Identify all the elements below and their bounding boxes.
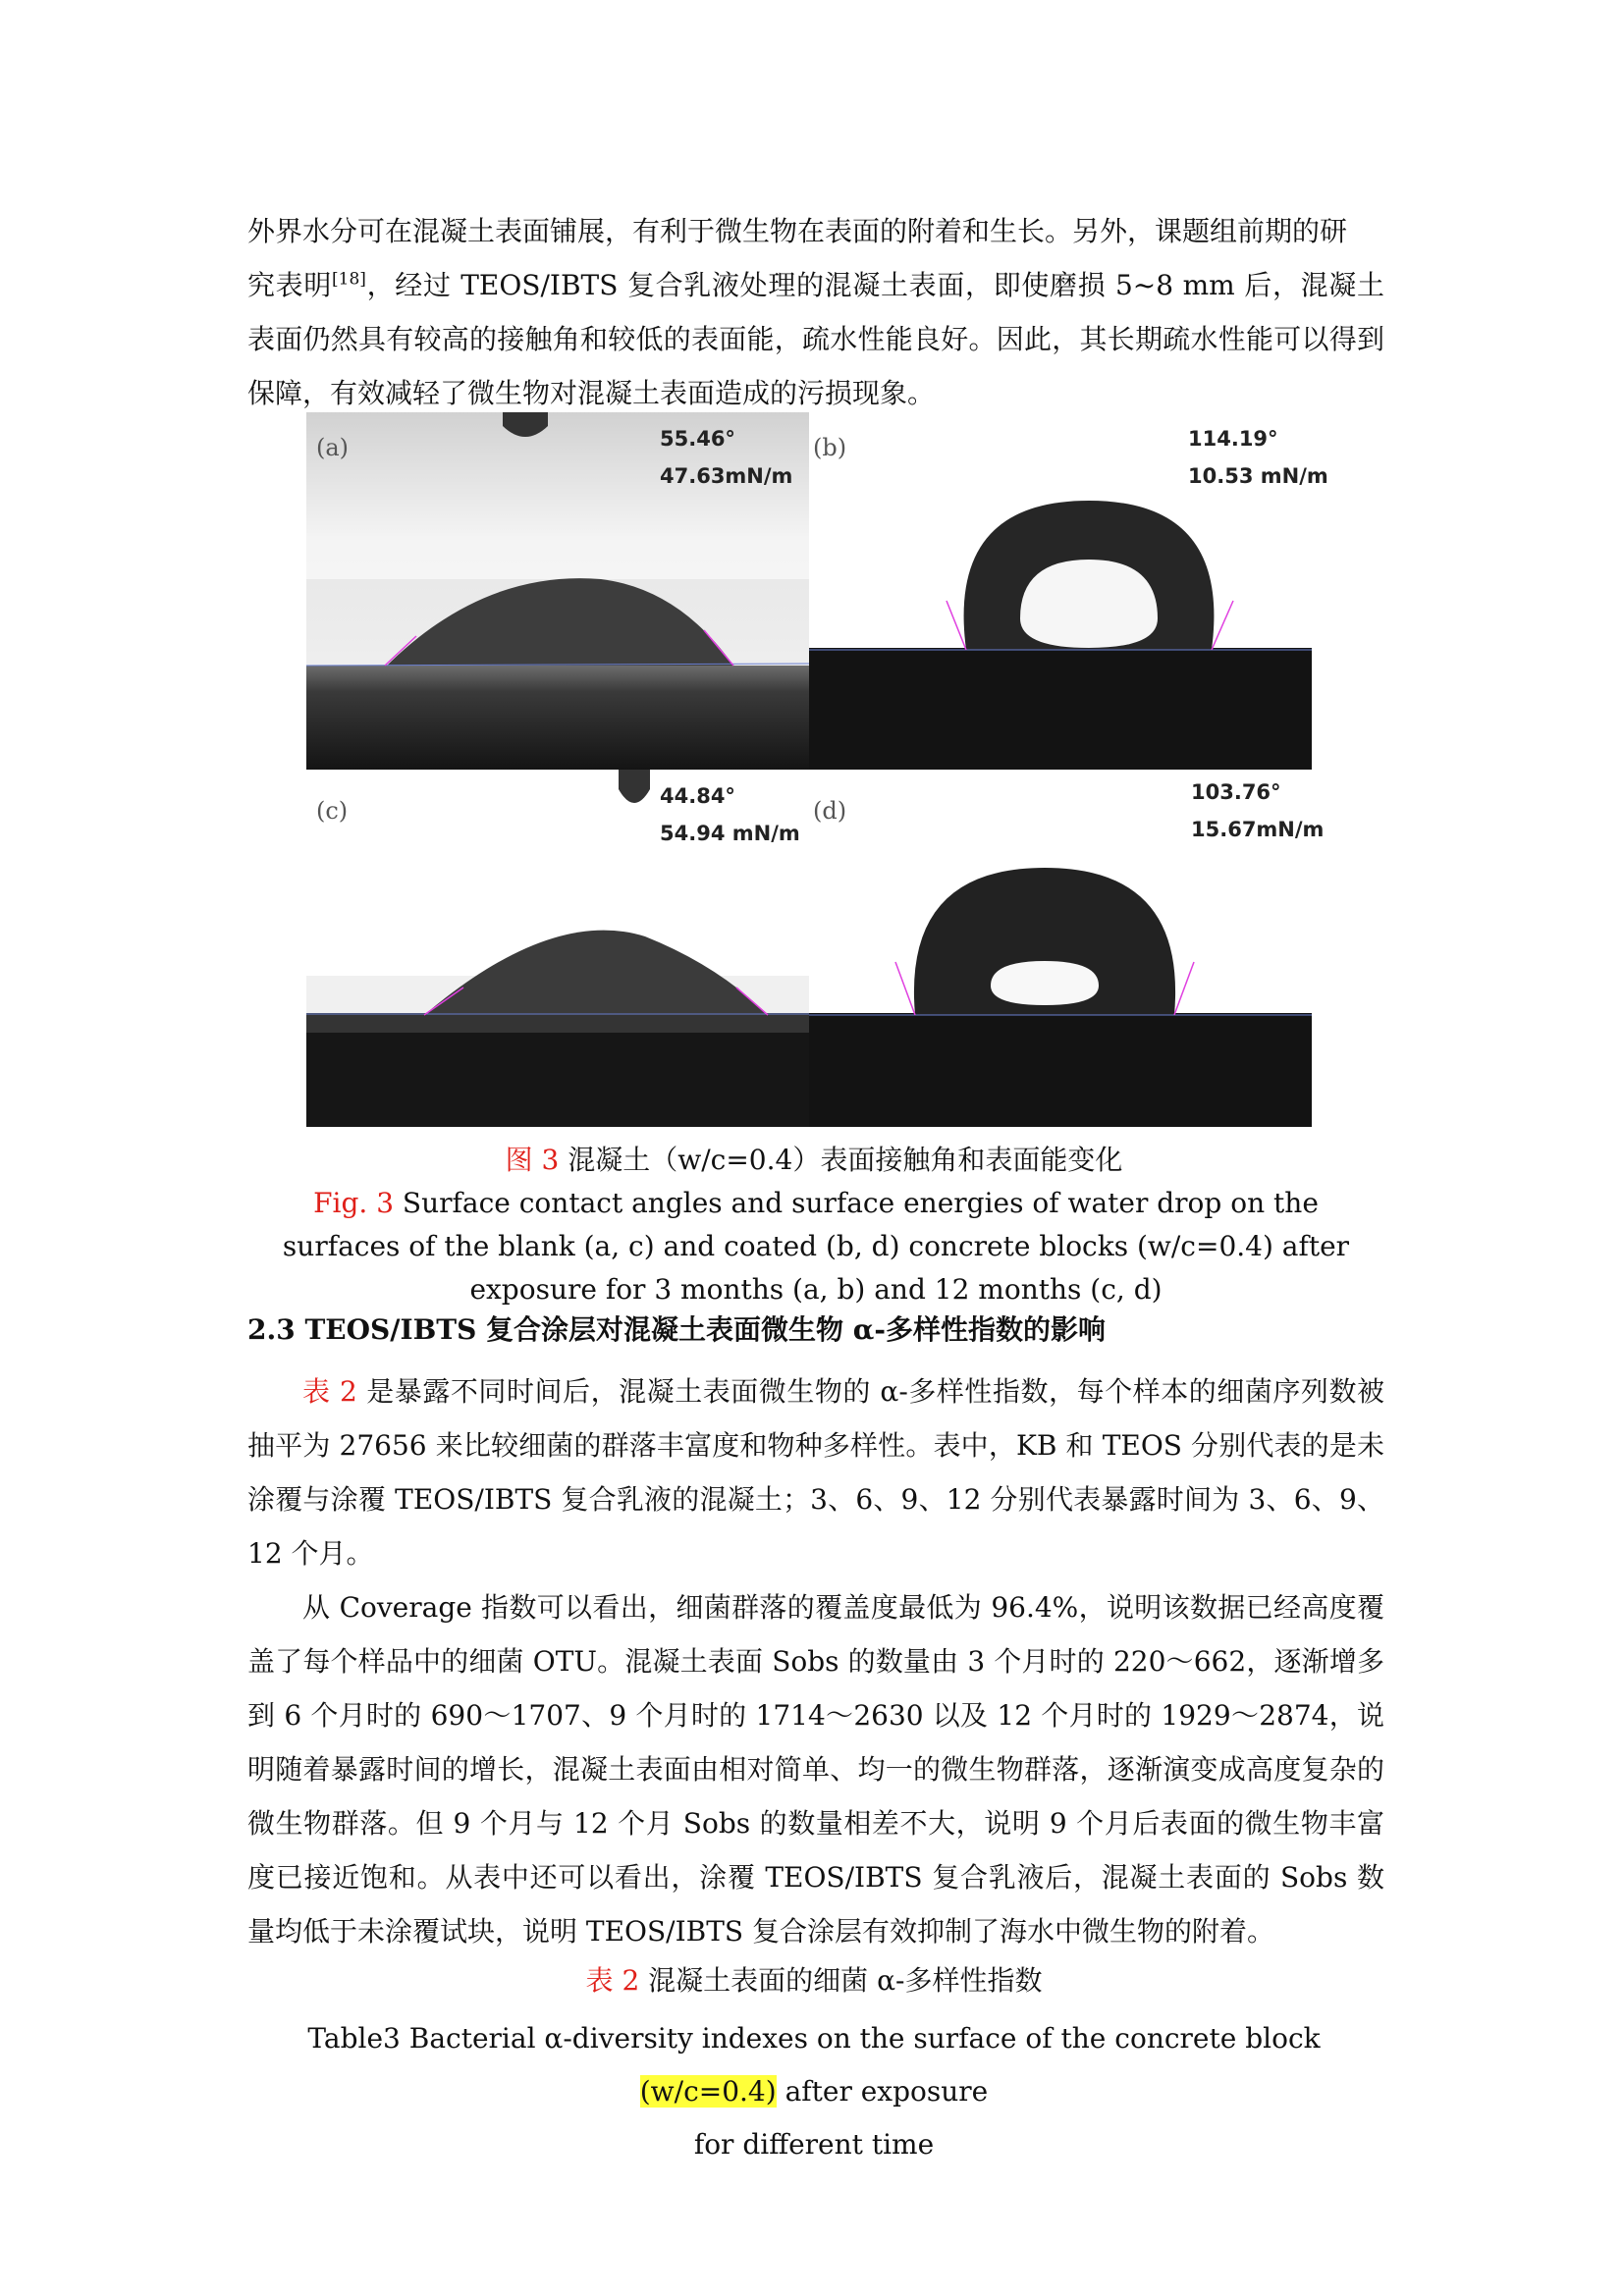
panel-c-label: (c)	[316, 797, 349, 825]
paragraph-table-intro-text: 是暴露不同时间后，混凝土表面微生物的 α-多样性指数，每个样本的细菌序列数被抽平为 27656 来比较细菌的群落丰富度和物种多样性。表中，KB 和 TEOS 分别代表的是未涂覆与涂覆 TEOS/IBTS 复合乳液的混凝土；3、6、9、12 分别代表暴露时间为 3、6、9、12 个月。	[247, 1375, 1384, 1570]
panel-c-surface-energy: 54.94 mN/m	[660, 822, 800, 845]
paragraph-intro-text-a: 究表明	[247, 269, 333, 301]
table-caption-en-line2: for different time	[693, 2128, 935, 2161]
table-caption-en-part2: after exposure	[776, 2075, 989, 2108]
citation-ref: [18]	[332, 269, 366, 290]
paragraph-table-intro	[247, 1364, 1384, 1580]
figure-label-cn: 图 3	[505, 1144, 560, 1176]
table-caption-en-part1: Table3 Bacterial α-diversity indexes on the surface of the concrete block	[307, 2022, 1321, 2055]
table-caption-cn	[236, 1959, 1392, 2002]
panel-c-contact-angle: 44.84°	[660, 784, 735, 808]
table-caption-en	[236, 2012, 1392, 2171]
panel-d-values	[1191, 774, 1324, 848]
figure-caption-cn	[236, 1139, 1392, 1182]
table-ref-link: 表 2	[302, 1375, 357, 1408]
panel-c-values	[660, 777, 800, 852]
panel-d-label: (d)	[813, 797, 847, 825]
panel-a-contact-angle: 55.46°	[660, 427, 735, 451]
panel-a-label: (a)	[316, 434, 350, 461]
table-caption-cn-text: 混凝土表面的细菌 α-多样性指数	[648, 1964, 1043, 1997]
highlighted-wc-ratio: (w/c=0.4)	[639, 2075, 777, 2108]
panel-b-contact-angle: 114.19°	[1188, 427, 1278, 451]
paragraph-coverage	[247, 1580, 1384, 1958]
table-label-cn: 表 2	[585, 1964, 640, 1997]
figure-caption-en	[251, 1182, 1380, 1311]
section-heading: 2.3 TEOS/IBTS 复合涂层对混凝土表面微生物 α-多样性指数的影响	[247, 1313, 1106, 1346]
panel-b-surface-energy: 10.53 mN/m	[1188, 464, 1328, 488]
figure-caption-en-text: Surface contact angles and surface energies of water drop on the surfaces of the blank (a, c) and coated (b, d) concrete blocks (w/c=0.4) after exposure for 3 months (a, b) and 12 months (c, d)	[282, 1187, 1350, 1306]
panel-d-surface-energy: 15.67mN/m	[1191, 818, 1325, 841]
panel-b-label: (b)	[813, 434, 847, 461]
panel-b-values	[1188, 420, 1328, 495]
figure-caption-cn-text: 混凝土（w/c=0.4）表面接触角和表面能变化	[568, 1144, 1123, 1176]
paragraph-intro	[247, 204, 1384, 420]
paragraph-intro-line1: 外界水分可在混凝土表面铺展，有利于微生物在表面的附着和生长。另外，课题组前期的研	[247, 215, 1348, 247]
paragraph-intro-text-b: ，经过 TEOS/IBTS 复合乳液处理的混凝土表面，即使磨损 5~8 mm 后，混凝土表面仍然具有较高的接触角和较低的表面能，疏水性能良好。因此，其长期疏水性能可以得到保障，有效减轻了微生物对混凝土表面造成的污损现象。	[247, 269, 1384, 409]
figure-label-en: Fig. 3	[313, 1187, 395, 1219]
panel-d-contact-angle: 103.76°	[1191, 780, 1281, 804]
paragraph-coverage-text: 从 Coverage 指数可以看出，细菌群落的覆盖度最低为 96.4%，说明该数据已经高度覆盖了每个样品中的细菌 OTU。混凝土表面 Sobs 的数量由 3 个月时的 220～662，逐渐增多到 6 个月时的 690～1707、9 个月时的 1714～2630 以及 12 个月时的 1929～2874，说明随着暴露时间的增长，混凝土表面由相对简单、均一的微生物群落，逐渐演变成高度复杂的微生物群落。但 9 个月与 12 个月 Sobs 的数量相差不大，说明 9 个月后表面的微生物丰富度已接近饱和。从表中还可以看出，涂覆 TEOS/IBTS 复合乳液后，混凝土表面的 Sobs 数量均低于未涂覆试块，说明 TEOS/IBTS 复合涂层有效抑制了海水中微生物的附着。	[247, 1591, 1384, 1948]
panel-a-surface-energy: 47.63mN/m	[660, 464, 793, 488]
panel-a-values	[660, 420, 792, 495]
